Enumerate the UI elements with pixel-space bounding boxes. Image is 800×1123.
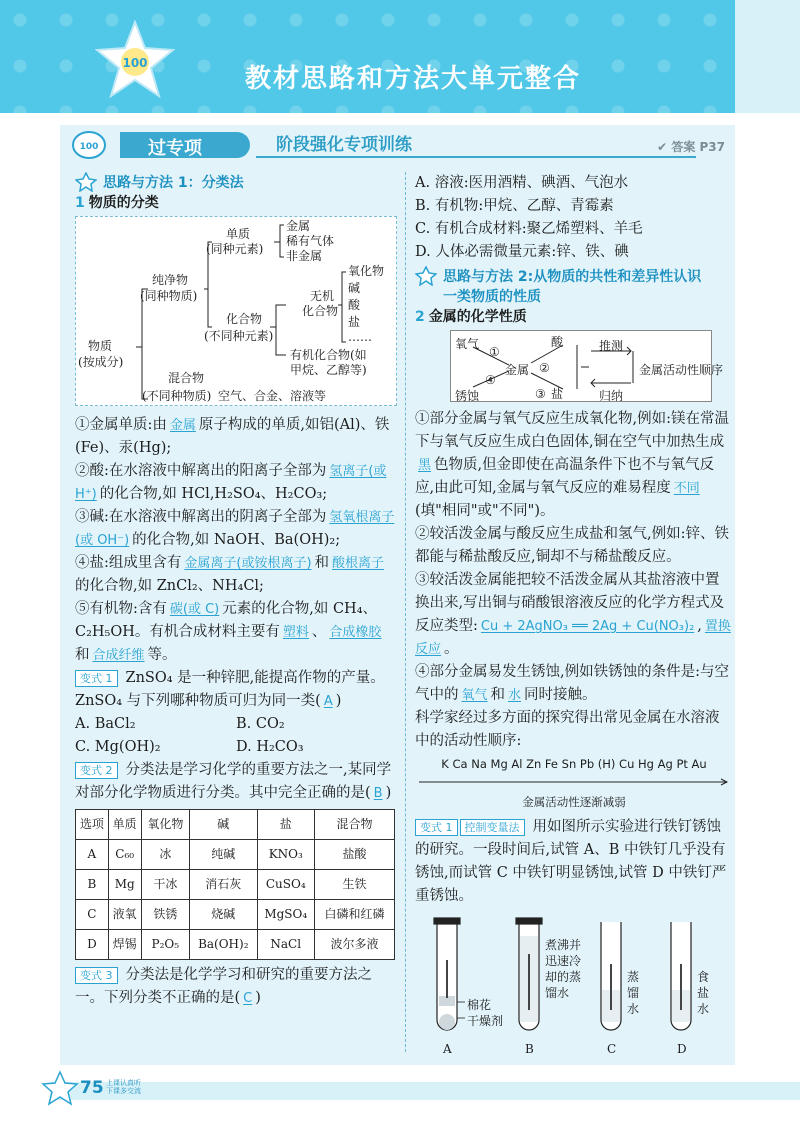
diagram-inorganic-item: 氧化物	[348, 264, 385, 278]
variant-method-tag: 控制变量法	[460, 819, 525, 836]
method2-title: 思路与方法 2:从物质的共性和差异性认识	[443, 269, 702, 285]
item-metal: ①金属单质:由 金属 原子构成的单质,如铝(Al)、铁(Fe)、汞(Hg);	[75, 417, 390, 456]
para-oxygen: ①部分金属与氧气反应生成氧化物,例如:镁在常温下与氧气反应生成白色固体,铜在空气中加热生成黑 色物质,但金即使在高温条件下也不与氧气反应,由此可知,金属与氧气反应的难易程度 不同(填"相同"或"不同")。	[415, 411, 729, 519]
diagram-organic-2: 甲烷、乙醇等)	[290, 363, 367, 377]
method1-title: 思路与方法 1：分类法	[103, 175, 244, 191]
option: D. 人体必需微量元素:锌、铁、碘	[415, 244, 629, 260]
diagram-pure: 纯净物	[152, 273, 189, 287]
table-row: A C₆₀ 冰 纯碱 KNO₃ 盐酸	[76, 840, 395, 870]
activity-caption: 金属活动性逐渐减弱	[522, 795, 626, 809]
variant-tag: 变式 1	[415, 819, 458, 836]
left-column	[75, 172, 397, 1010]
answer-blank: 金属	[169, 418, 196, 433]
diagram-compound: 化合物	[226, 312, 263, 326]
diagram-mixture-sub: (不同种物质)	[142, 389, 212, 403]
page-number: 75	[80, 1078, 104, 1098]
tube-label: D	[677, 1042, 687, 1056]
method-star-icon	[415, 266, 437, 286]
answer-blank: 塑料	[282, 625, 309, 640]
item-acid: ②酸:在水溶液中解离出的阳离子全部为 氢离子(或 H⁺) 的化合物,如 HCl,H₂SO₄、H₂CO₃;	[75, 463, 387, 502]
page-title: 教材思路和方法大单元整合	[245, 64, 582, 94]
diagram-simple-item: 非金属	[286, 249, 323, 263]
tube-label: C	[607, 1042, 617, 1056]
classification-diagram	[75, 216, 397, 406]
answer-blank: Cu + 2AgNO₃ ══ 2Ag + Cu(NO₃)₂	[480, 619, 695, 634]
section-bar	[60, 132, 725, 158]
diagram-root: 物质	[88, 339, 113, 353]
diagram-inorganic: 无机	[310, 289, 335, 303]
answer-blank: 合成纤维	[92, 648, 145, 663]
section-badge-icon	[72, 130, 106, 160]
answer-ref: ✔ 答案 P37	[657, 140, 725, 154]
item-base: ③碱:在水溶液中解离出的阴离子全部为 氢氧根离子(或 OH⁻) 的化合物,如 NaOH、Ba(OH)₂;	[75, 509, 395, 548]
left-margin	[0, 113, 60, 1123]
diagram-simple-item: 金属	[286, 219, 311, 233]
answer-blank: 置换反应	[415, 619, 731, 657]
classification-table	[75, 809, 395, 960]
answer-blank: 氢氧根离子(或 OH⁻)	[75, 510, 395, 548]
variant1-options-row	[75, 736, 397, 759]
diagram-simple-item: 稀有气体	[286, 234, 335, 248]
variant1-options-row	[75, 713, 397, 736]
answer-blank: 金属离子(或铵根离子)	[184, 556, 312, 571]
diagram-simple: 单质	[226, 227, 251, 241]
q1-title-text: 物质的分类	[88, 195, 159, 211]
diagram-inorganic-item: 碱	[348, 281, 361, 295]
activity-series: K Ca Na Mg Al Zn Fe Sn Pb (H) Cu Hg Ag Pt Au	[441, 757, 707, 771]
option: A. 溶液:医用酒精、碘酒、气泡水	[415, 175, 629, 191]
variant-answer: C	[243, 991, 253, 1006]
option: C. 有机合成材料:聚乙烯塑料、羊毛	[415, 221, 643, 237]
method-star-icon	[75, 172, 97, 192]
variant-tag: 变式 1	[75, 670, 118, 687]
diagram-mixture-examples: 空气、合金、溶液等	[218, 389, 327, 403]
right-column	[415, 172, 733, 1054]
variant-answer: A	[323, 694, 333, 709]
footer	[0, 1070, 800, 1123]
section-subtitle-box	[256, 132, 696, 158]
star-mascot-icon	[95, 20, 175, 100]
diagram-pure-sub: (同种物质)	[140, 289, 198, 303]
column-divider	[405, 172, 406, 1052]
method2-heading	[415, 266, 733, 286]
answer-blank: 合成橡胶	[329, 625, 382, 640]
answer-ref-text: 答案 P37	[671, 140, 725, 154]
item-salt: ④盐:组成里含有 金属离子(或铵根离子) 和 酸根离子的化合物,如 ZnCl₂、NH₄Cl;	[75, 552, 397, 598]
answer-blank: 氧气	[461, 688, 488, 703]
table-row: B Mg 干冰 消石灰 CuSO₄ 生铁	[76, 870, 395, 900]
answer-blank: 不同	[673, 481, 700, 496]
q2-title: 2 金属的化学性质	[415, 309, 527, 325]
para-activity: 科学家经过多方面的探究得出常见金属在水溶液中的活动性顺序:	[415, 710, 720, 749]
diagram-inorganic-item: ……	[348, 330, 372, 344]
header-band-right	[735, 0, 800, 113]
q2-number: 2	[415, 309, 425, 325]
variant-answer: B	[373, 786, 383, 801]
variant2: 变式 2 分类法是学习化学的重要方法之一,某同学对部分化学物质进行分类。其中完全正确的是( B )	[75, 762, 392, 801]
para-acid: ②较活泼金属与酸反应生成盐和氢气,例如:锌、铁都能与稀盐酸反应,铜却不与稀盐酸反应。	[415, 526, 729, 565]
method1-heading	[75, 172, 397, 192]
para-rust: ④部分金属易发生锈蚀,例如铁锈蚀的条件是:与空气中的 氧气 和 水 同时接触。	[415, 664, 729, 703]
diagram-organic: 有机化合物(如	[290, 348, 367, 362]
table-row: D 焊锡 P₂O₅ Ba(OH)₂ NaCl 波尔多液	[76, 930, 395, 960]
section-label: 过专项	[148, 138, 202, 159]
variant-tag: 变式 3	[75, 967, 118, 984]
answer-blank: 碳(或 C)	[169, 602, 220, 617]
badge-text: 100	[79, 142, 99, 152]
q1-title	[75, 192, 397, 212]
footer-slogan: 上课认真听 下课多交流	[106, 1079, 141, 1095]
test-tubes-figure: 棉花 干燥剂 煮沸并 迅速冷 却的蒸 馏水 蒸 馏 水 食 盐 水 A B C D	[415, 914, 733, 1054]
diagram-root-sub: (按成分)	[78, 355, 124, 369]
answer-blank: 酸根离子	[332, 556, 385, 571]
section-label-box	[120, 132, 250, 158]
method2-heading-2: 一类物质的性质	[443, 289, 541, 305]
option: C. Mg(OH)₂	[75, 739, 161, 755]
option: D. H₂CO₃	[236, 739, 304, 755]
option: B. CO₂	[236, 716, 285, 732]
diagram-simple-sub: (同种元素)	[206, 242, 264, 256]
option: B. 有机物:甲烷、乙醇、青霉素	[415, 198, 614, 214]
diagram-inorganic-item: 酸	[348, 298, 361, 312]
activity-arrow	[415, 778, 733, 786]
para-displacement: ③较活泼金属能把较不活泼金属从其盐溶液中置换出来,写出铜与硝酸银溶液反应的化学方程式及反应类型: Cu + 2AgNO₃ ══ 2Ag + Cu(NO₃)₂ , 置换反应 。	[415, 572, 731, 657]
footer-mascot-icon	[40, 1070, 80, 1106]
diagram-inorganic-item: 盐	[348, 315, 361, 329]
tube-label: B	[525, 1042, 534, 1056]
option: A. BaCl₂	[75, 716, 136, 732]
mascot-text: 100	[122, 56, 148, 70]
tube-label: A	[443, 1042, 452, 1056]
answer-blank: 水	[508, 688, 522, 703]
footer-band	[50, 1082, 800, 1100]
metal-reaction-diagram: 氧气 酸 金属 盐 锈蚀 ① ② ③ ④ 推测 归纳 金属活动性顺序	[450, 330, 712, 402]
section-subtitle: 阶段强化专项训练	[276, 135, 412, 155]
item-organic: ⑤有机物:含有 碳(或 C) 元素的化合物,如 CH₄、C₂H₅OH。有机合成材料主要有 塑料 、 合成橡胶和 合成纤维 等。	[75, 598, 397, 667]
diagram-mixture: 混合物	[168, 371, 205, 385]
variant1-rust: 变式 1 控制变量法 用如图所示实验进行铁钉锈蚀的研究。一段时间后,试管 A、B 中铁钉几乎没有锈蚀,而试管 C 中铁钉明显锈蚀,试管 D 中铁钉严重锈蚀。	[415, 819, 727, 904]
table-header-row: 选项 单质 氧化物 碱 盐 混合物	[76, 810, 395, 840]
diagram-inorganic-2: 化合物	[302, 304, 339, 318]
variant3: 变式 3 分类法是化学学习和研究的重要方法之一。下列分类不正确的是( C )	[75, 967, 372, 1006]
variant-tag: 变式 2	[75, 762, 118, 779]
answer-blank: 氢离子(或 H⁺)	[75, 464, 387, 502]
table-row: C 液氧 铁锈 烧碱 MgSO₄ 白磷和红磷	[76, 900, 395, 930]
variant1: 变式 1 ZnSO₄ 是一种锌肥,能提高作物的产量。ZnSO₄ 与下列哪种物质可归为同一类( A )	[75, 670, 385, 709]
answer-blank: 黑	[418, 458, 432, 473]
diagram-compound-sub: (不同种元素)	[204, 329, 274, 343]
q1-number: 1	[75, 195, 85, 211]
